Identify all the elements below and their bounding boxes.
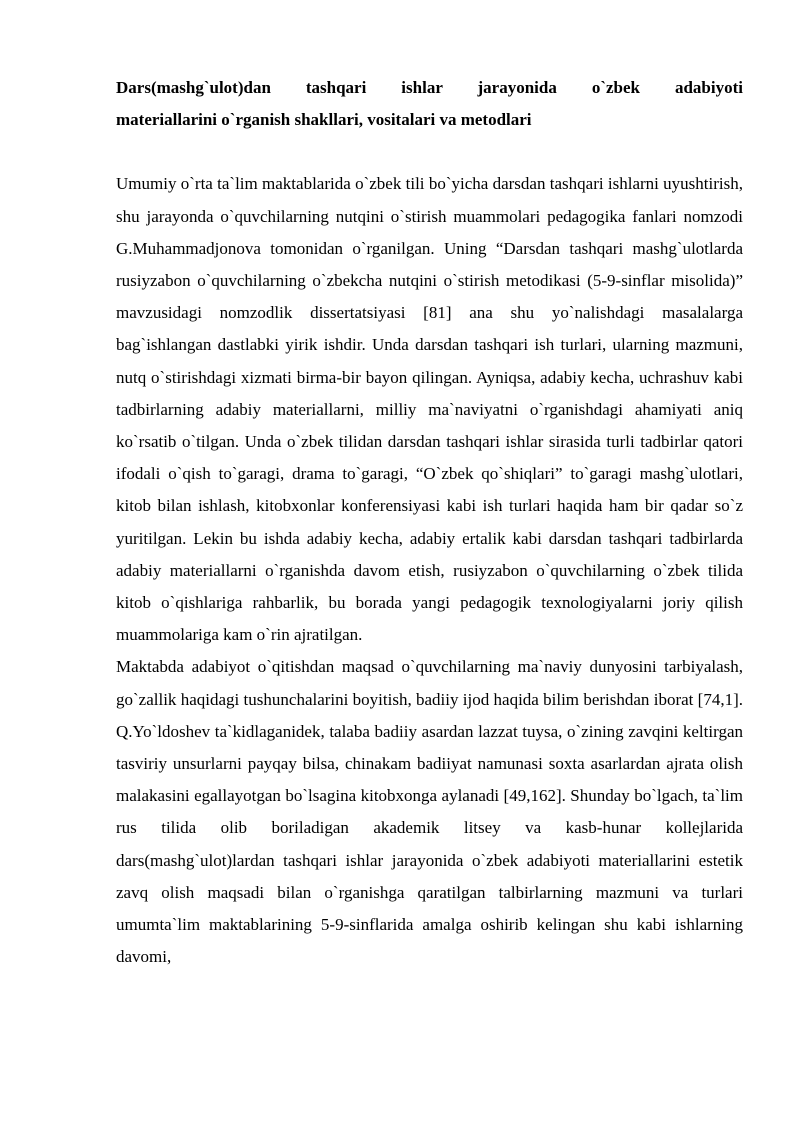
- document-page: [116, 72, 743, 973]
- paragraph-1: Umumiy o`rta ta`lim maktablarida o`zbek tili bo`yicha darsdan tashqari ishlarni uyushtirish, shu jarayonda o`quvchilarning nutqini o`stirish muammolari pedagogika fanlari nomzodi G.Muhammadjonova tomonidan o`rganilgan. Uning “Darsdan tashqari mashg`ulotlarda rusiyzabon o`quvchilarning o`zbekcha nutqini o`stirish metodikasi (5-9-sinflar misolida)” mavzusidagi nomzodlik dissertatsiyasi [81] ana shu yo`nalishdagi masalalarga bag`ishlangan dastlabki yirik ishdir. Unda darsdan tashqari ish turlari, ularning mazmuni, nutq o`stirishdagi xizmati birma-bir bayon qilingan. Ayniqsa, adabiy kecha, uchrashuv kabi tadbirlarning adabiy materiallarni, milliy ma`naviyatni o`rganishdagi ahamiyati aniq ko`rsatib o`tilgan. Unda o`zbek tilidan darsdan tashqari ishlar sirasida turli tadbirlar qatori ifodali o`qish to`garagi, drama to`garagi, “O`zbek qo`shiqlari” to`garagi mashg`ulotlari, kitob bilan ishlash, kitobxonlar konferensiyasi kabi ish turlari haqida ham bir qadar so`z yuritilgan. Lekin bu ishda adabiy kecha, adabiy ertalik kabi darsdan tashqari tadbirlarda adabiy materiallarni o`rganishda davom etish, rusiyzabon o`quvchilarning o`zbek tilida kitob o`qishlariga rahbarlik, bu borada yangi pedagogik texnologiyalarni joriy qilish muammolariga kam o`rin ajratilgan.: [116, 174, 743, 645]
- title-line-1: Dars(mashg`ulot)dan tashqari ishlar jarayonida o`zbek adabiyoti: [116, 78, 743, 97]
- section-gap: [116, 136, 743, 168]
- paragraph-2: Maktabda adabiyot o`qitishdan maqsad o`quvchilarning ma`naviy dunyosini tarbiyalash, go`zallik haqidagi tushunchalarini boyitish, badiiy ijod haqida bilim berishdan iborat [74,1]. Q.Yo`ldoshev ta`kidlaganidek, talaba badiiy asardan lazzat tuysa, o`zining zavqini keltirgan tasviriy unsurlarni payqay bilsa, chinakam badiiyat namunasi soxta asarlardan ajrata olish malakasini egallayotgan bo`lsagina kitobxonga aylanadi [49,162]. Shunday bo`lgach, ta`lim rus tilida olib boriladigan akademik litsey va kasb-hunar kollejlarida dars(mashg`ulot)lardan tashqari ishlar jarayonida o`zbek adabiyoti materiallarini estetik zavq olish maqsadi bilan o`rganishga qaratilgan talbirlarning mazmuni va turlari umumta`lim maktablarining 5-9-sinflarida amalga oshirib kelingan shu kabi ishlarning davomi,: [116, 657, 743, 967]
- title-line-2: materiallarini o`rganish shakllari, vositalari va metodlari: [116, 110, 532, 130]
- document-title: [116, 72, 743, 136]
